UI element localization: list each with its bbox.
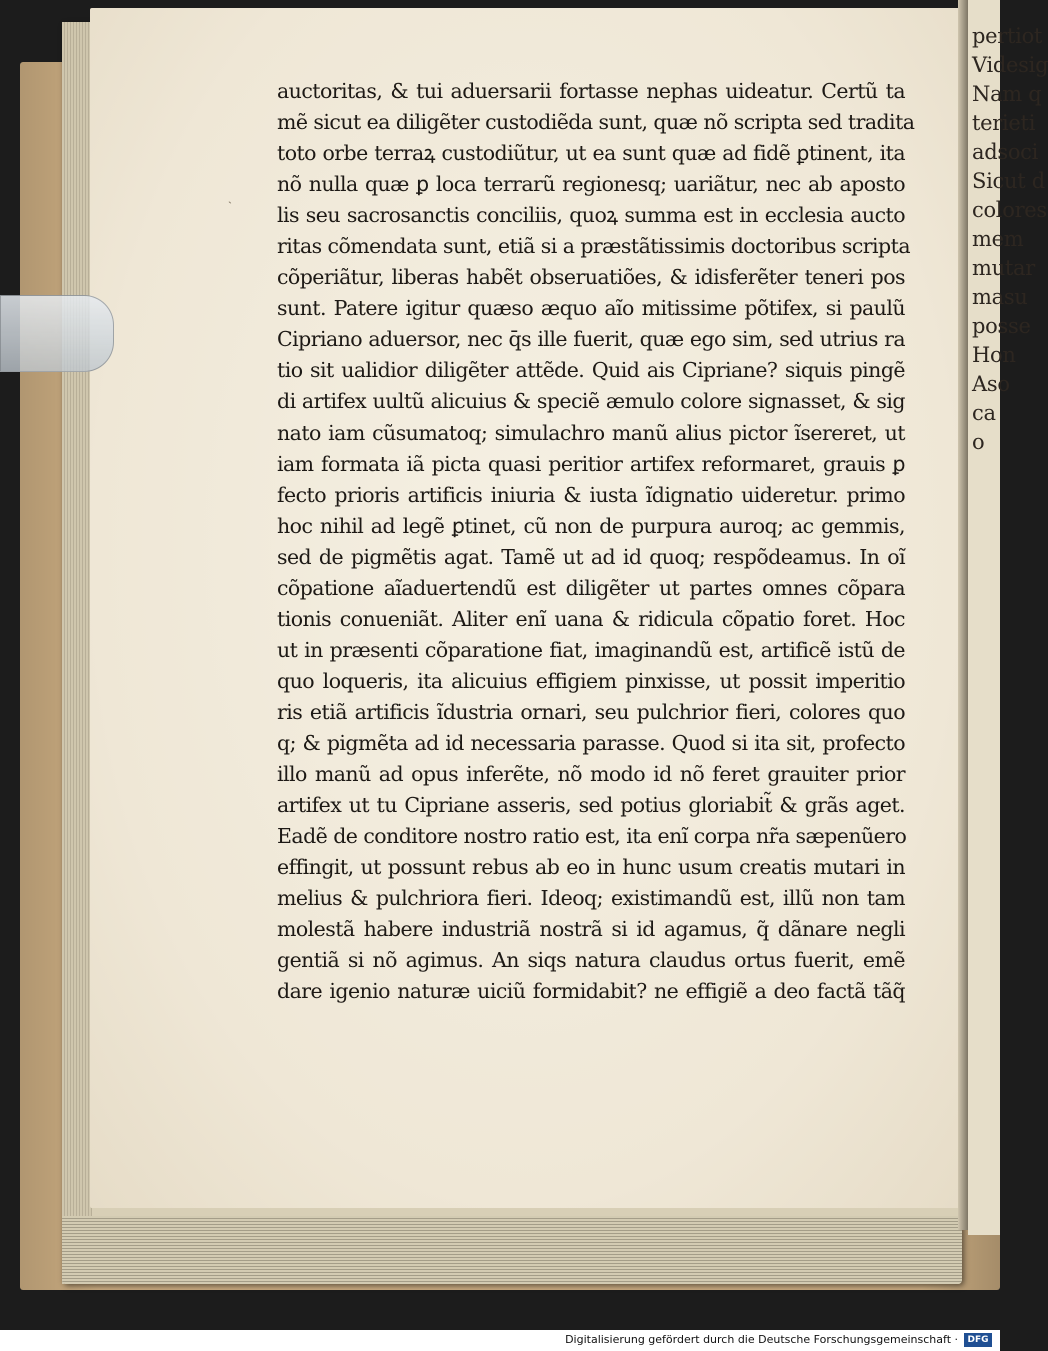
text-line: fecto prioris artificis iniuria & iusta ĩdignatio uideretur. primo (277, 482, 905, 507)
text-line: sed de pigmẽtis agat. Tamẽ ut ad id quoq; respõdeamus. In oĩ (277, 544, 905, 569)
page-clip (0, 295, 114, 372)
text-line: ritas cõmendata sunt, etiã si a præstãtissimis doctoribus scripta (277, 234, 910, 259)
facing-page-line: Aso (972, 372, 1010, 396)
text-line: toto orbe terraꝝ custodiũtur, ut ea sunt quæ ad fidẽ ꝑtinent, ita (277, 141, 905, 166)
text-line: Cipriano aduersor, nec q̄s ille fuerit, quæ ego sim, sed utrius ra (277, 327, 905, 352)
facing-page-line: masu (972, 285, 1028, 309)
text-line: mẽ sicut ea diligẽter custodiẽda sunt, quæ nõ scripta sed tradita (277, 110, 915, 135)
text-line: tionis conueniãt. Aliter enĩ uana & ridicula cõpatio foret. Hoc (277, 606, 905, 631)
facing-page-line: posse (972, 314, 1031, 338)
facing-page-line: mem (972, 227, 1024, 251)
facing-page-line: terieti (972, 111, 1036, 135)
text-line: cõperiãtur, liberas habẽt obseruatiões, & idisferẽter teneri pos (277, 265, 905, 290)
facing-page-line: mutar (972, 256, 1035, 280)
facing-page-line: o (972, 430, 985, 454)
dfg-logo: DFG (964, 1333, 992, 1347)
text-line: quo loqueris, ita alicuius effigiem pinxisse, ut possit imperitio (277, 668, 905, 693)
facing-page-line: ca (972, 401, 996, 425)
facing-page-line: colores (972, 198, 1047, 222)
margin-mark: ˎ (228, 190, 232, 204)
facing-page-line: Sicut d (972, 169, 1045, 193)
text-line: illo manũ ad opus inferẽte, nõ modo id nõ feret grauiter prior (277, 762, 905, 787)
text-line: artifex ut tu Cipriane asseris, sed potius gloriabit̃ & grãs aget. (277, 793, 905, 818)
text-line: di artifex uultũ alicuius & speciẽ æmulo colore signasset, & sig (277, 389, 905, 414)
text-line: gentiã si nõ agimus. An siqs natura claudus ortus fuerit, emẽ (277, 948, 905, 973)
text-line: molestã habere industriã nostrã si id agamus, q̃ dãnare negli (277, 917, 905, 942)
facing-page-line: Nam q (972, 82, 1042, 106)
facing-page-text (972, 22, 1048, 457)
text-line: ut in præsenti cõparatione fiat, imaginandũ est, artificẽ istũ de (277, 637, 905, 662)
text-line: auctoritas, & tui aduersarii fortasse nephas uideatur. Certũ ta (277, 79, 905, 103)
text-line: effingit, ut possunt rebus ab eo in hunc usum creatis mutari in (277, 855, 905, 880)
text-line: lis seu sacrosanctis conciliis, quoꝝ summa est in ecclesia aucto (277, 203, 905, 228)
text-line: nõ nulla quæ ꝑ loca terrarũ regionesq; uariãtur, nec ab aposto (277, 172, 905, 197)
text-line: dare igenio naturæ uiciũ formidabit? ne effigiẽ a deo factã tãq̃ (277, 979, 905, 1004)
facing-page-line: Hon (972, 343, 1016, 367)
footer-bar (0, 1330, 1000, 1351)
text-line: nato iam cũsumatoq; simulachro manũ alius pictor ĩsereret, ut (277, 420, 905, 445)
text-line: ris etiã artificis ĩdustria ornari, seu pulchrior fieri, colores quo (277, 699, 905, 724)
text-line: q; & pigmẽta ad id necessaria parasse. Quod si ita sit, profecto (277, 730, 905, 755)
text-line: melius & pulchriora fieri. Ideoq; existimandũ est, illũ non tam (277, 886, 905, 911)
facing-page (968, 0, 1048, 1235)
text-line: iam formata iã picta quasi peritior artifex reformaret, grauis ꝑ (277, 451, 905, 476)
text-line: tio sit ualidior diligẽter attẽde. Quid ais Cipriane? siquis pingẽ (277, 358, 905, 383)
facing-page-line: Videsig (972, 53, 1048, 77)
facing-page-line: adsoci (972, 140, 1039, 164)
footer-credit: Digitalisierung gefördert durch die Deutsche Forschungsgemeinschaft · (565, 1333, 958, 1346)
text-line: hoc nihil ad legẽ ꝑtinet, cũ non de purpura auroq; ac gemmis, (277, 513, 905, 538)
text-line: cõpatione aĩaduertendũ est diligẽter ut partes omnes cõpara (277, 575, 905, 600)
body-text (277, 76, 915, 1007)
page-edges-left (62, 22, 92, 1284)
text-line: sunt. Patere igitur quæso æquo aĩo mitissime põtifex, si paulũ (277, 296, 905, 321)
facing-page-line: pertiot (972, 24, 1043, 48)
page-edges-bottom (62, 1216, 962, 1284)
text-line: Eadẽ de conditore nostro ratio est, ita enĩ corpa nr̃a sæpenũero (277, 824, 907, 849)
